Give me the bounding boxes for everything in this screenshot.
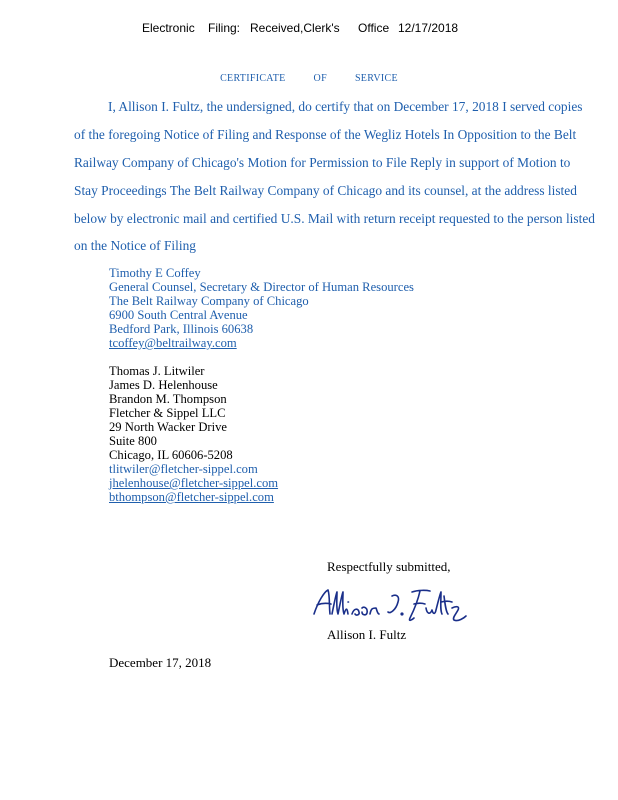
title-word-certificate: CERTIFICATE — [220, 73, 286, 84]
body-line-2: of the foregoing Notice of Filing and Response of the Wegliz Hotels In Opposition to the Belt — [74, 127, 577, 142]
recipient-2-street: 29 North Wacker Drive — [109, 420, 228, 434]
signer-name: Allison I. Fultz — [327, 627, 407, 642]
recipient-2-email-3-link[interactable]: bthompson@fletcher-sippel.com — [109, 490, 274, 504]
recipient-2-firm: Fletcher & Sippel LLC — [109, 406, 226, 420]
recipient-1-address — [109, 266, 414, 350]
recipient-1-city: Bedford Park, Illinois 60638 — [109, 322, 254, 336]
document-title — [0, 73, 618, 84]
header-part2: Filing: — [208, 21, 241, 35]
recipient-2-name-1: Thomas J. Litwiler — [109, 364, 205, 378]
recipient-2-name-2: James D. Helenhouse — [109, 378, 218, 392]
body-line-5: below by electronic mail and certified U.S. Mail with return receipt requested to the person listed — [74, 211, 595, 226]
recipient-1-email-link[interactable]: tcoffey@beltrailway.com — [109, 336, 237, 350]
recipient-2-address — [109, 364, 278, 504]
header-part5: 12/17/2018 — [398, 21, 459, 35]
recipient-2-suite: Suite 800 — [109, 434, 157, 448]
recipient-1-street: 6900 South Central Avenue — [109, 308, 248, 322]
body-line-3: Railway Company of Chicago's Motion for Permission to File Reply in support of Motion to — [74, 155, 571, 170]
handwritten-signature — [308, 584, 478, 626]
recipient-1-name: Timothy E Coffey — [109, 266, 201, 280]
title-word-of: OF — [313, 73, 327, 84]
respectfully-submitted: Respectfully submitted, — [327, 559, 451, 574]
title-word-service: SERVICE — [354, 73, 398, 84]
body-line-1: I, Allison I. Fultz, the undersigned, do certify that on December 17, 2018 I served copies — [108, 99, 583, 114]
recipient-2-city: Chicago, IL 60606-5208 — [109, 448, 233, 462]
recipient-1-company: The Belt Railway Company of Chicago — [109, 294, 309, 308]
header-part1: Electronic — [142, 21, 195, 35]
body-line-6: on the Notice of Filing — [74, 238, 196, 253]
recipient-2-email-1-link[interactable]: tlitwiler@fletcher-sippel.com — [109, 462, 258, 476]
recipient-1-title: General Counsel, Secretary & Director of Human Resources — [109, 280, 414, 294]
body-line-4: Stay Proceedings The Belt Railway Company of Chicago and its counsel, at the address listed — [74, 183, 577, 198]
signature-date: December 17, 2018 — [109, 655, 212, 670]
header-part3: Received,Clerk's — [250, 21, 340, 35]
header-part4: Office — [358, 21, 390, 35]
recipient-2-name-3: Brandon M. Thompson — [109, 392, 227, 406]
recipient-2-email-2-link[interactable]: jhelenhouse@fletcher-sippel.com — [109, 476, 279, 490]
